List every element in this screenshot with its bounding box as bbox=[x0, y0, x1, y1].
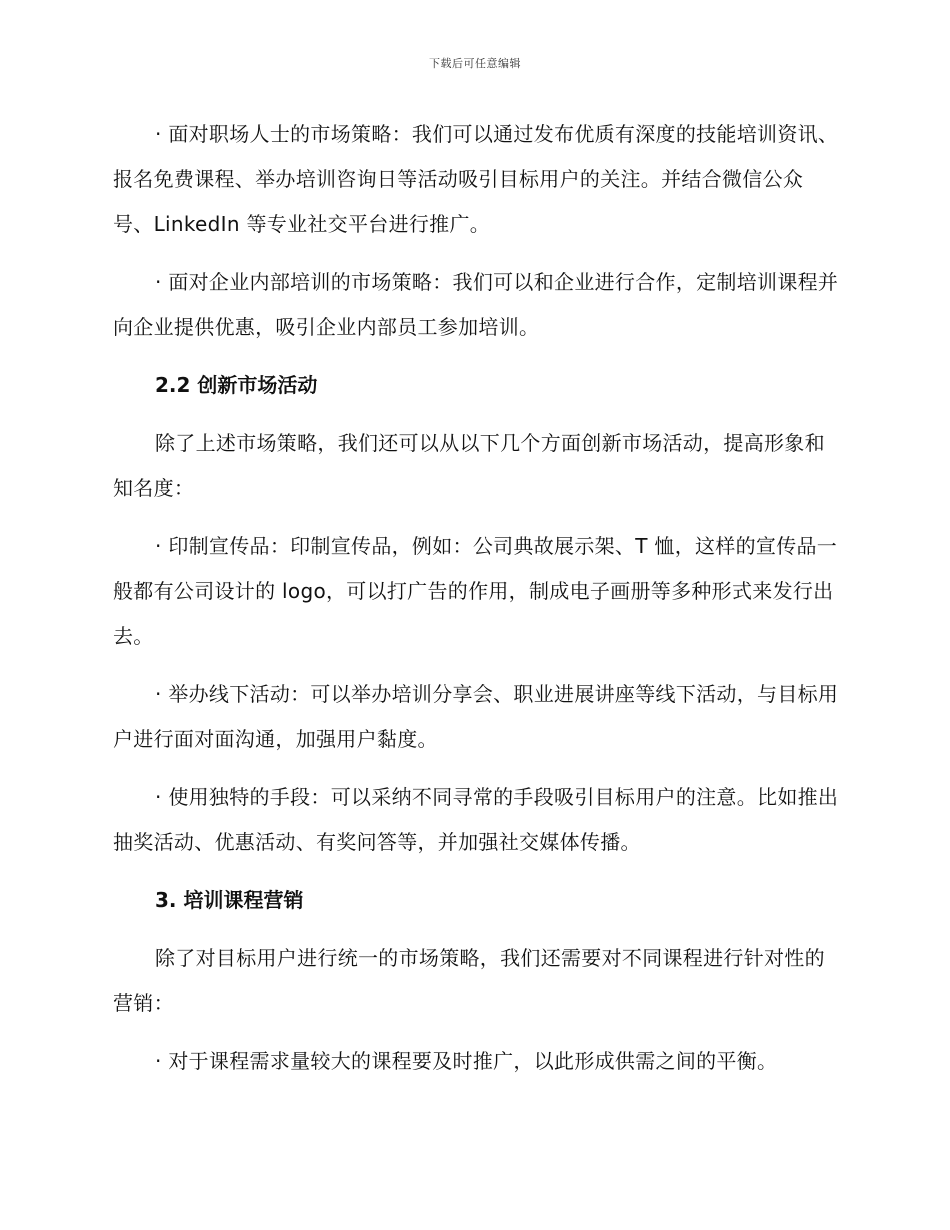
bullet-paragraph-offline-events: · 举办线下活动：可以举办培训分享会、职业进展讲座等线下活动，与目标用户进行面对面沟通，加强用户黏度。 bbox=[113, 682, 839, 751]
bullet-paragraph-high-demand: · 对于课程需求量较大的课程要及时推广，以此形成供需之间的平衡。 bbox=[155, 1049, 778, 1073]
page-header-note: 下载后可任意编辑 bbox=[429, 57, 521, 70]
paragraph-intro-activities: 除了上述市场策略，我们还可以从以下几个方面创新市场活动，提高形象和知名度： bbox=[113, 431, 825, 500]
bullet-paragraph-promo-materials: · 印制宣传品：印制宣传品，例如：公司典故展示架、T 恤，这样的宣传品一般都有公司设计的 logo，可以打广告的作用，制成电子画册等多种形式来发行出去。 bbox=[113, 534, 838, 648]
document-body bbox=[113, 112, 841, 1084]
paragraph-intro-course-marketing: 除了对目标用户进行统一的市场策略，我们还需要对不同课程进行针对性的营销： bbox=[113, 946, 825, 1015]
section-heading-innovative-activities: 2.2 创新市场活动 bbox=[155, 373, 318, 397]
bullet-paragraph-enterprise: · 面对企业内部培训的市场策略：我们可以和企业进行合作，定制培训课程并向企业提供优惠，吸引企业内部员工参加培训。 bbox=[113, 270, 839, 339]
section-heading-course-marketing: 3. 培训课程营销 bbox=[155, 888, 304, 912]
bullet-paragraph-professionals: · 面对职场人士的市场策略：我们可以通过发布优质有深度的技能培训资讯、报名免费课程、举办培训咨询日等活动吸引目标用户的关注。并结合微信公众号、LinkedIn 等专业社交平台进行推广。 bbox=[113, 122, 839, 236]
bullet-paragraph-unique-methods: · 使用独特的手段：可以采纳不同寻常的手段吸引目标用户的注意。比如推出抽奖活动、优惠活动、有奖问答等，并加强社交媒体传播。 bbox=[113, 785, 839, 854]
